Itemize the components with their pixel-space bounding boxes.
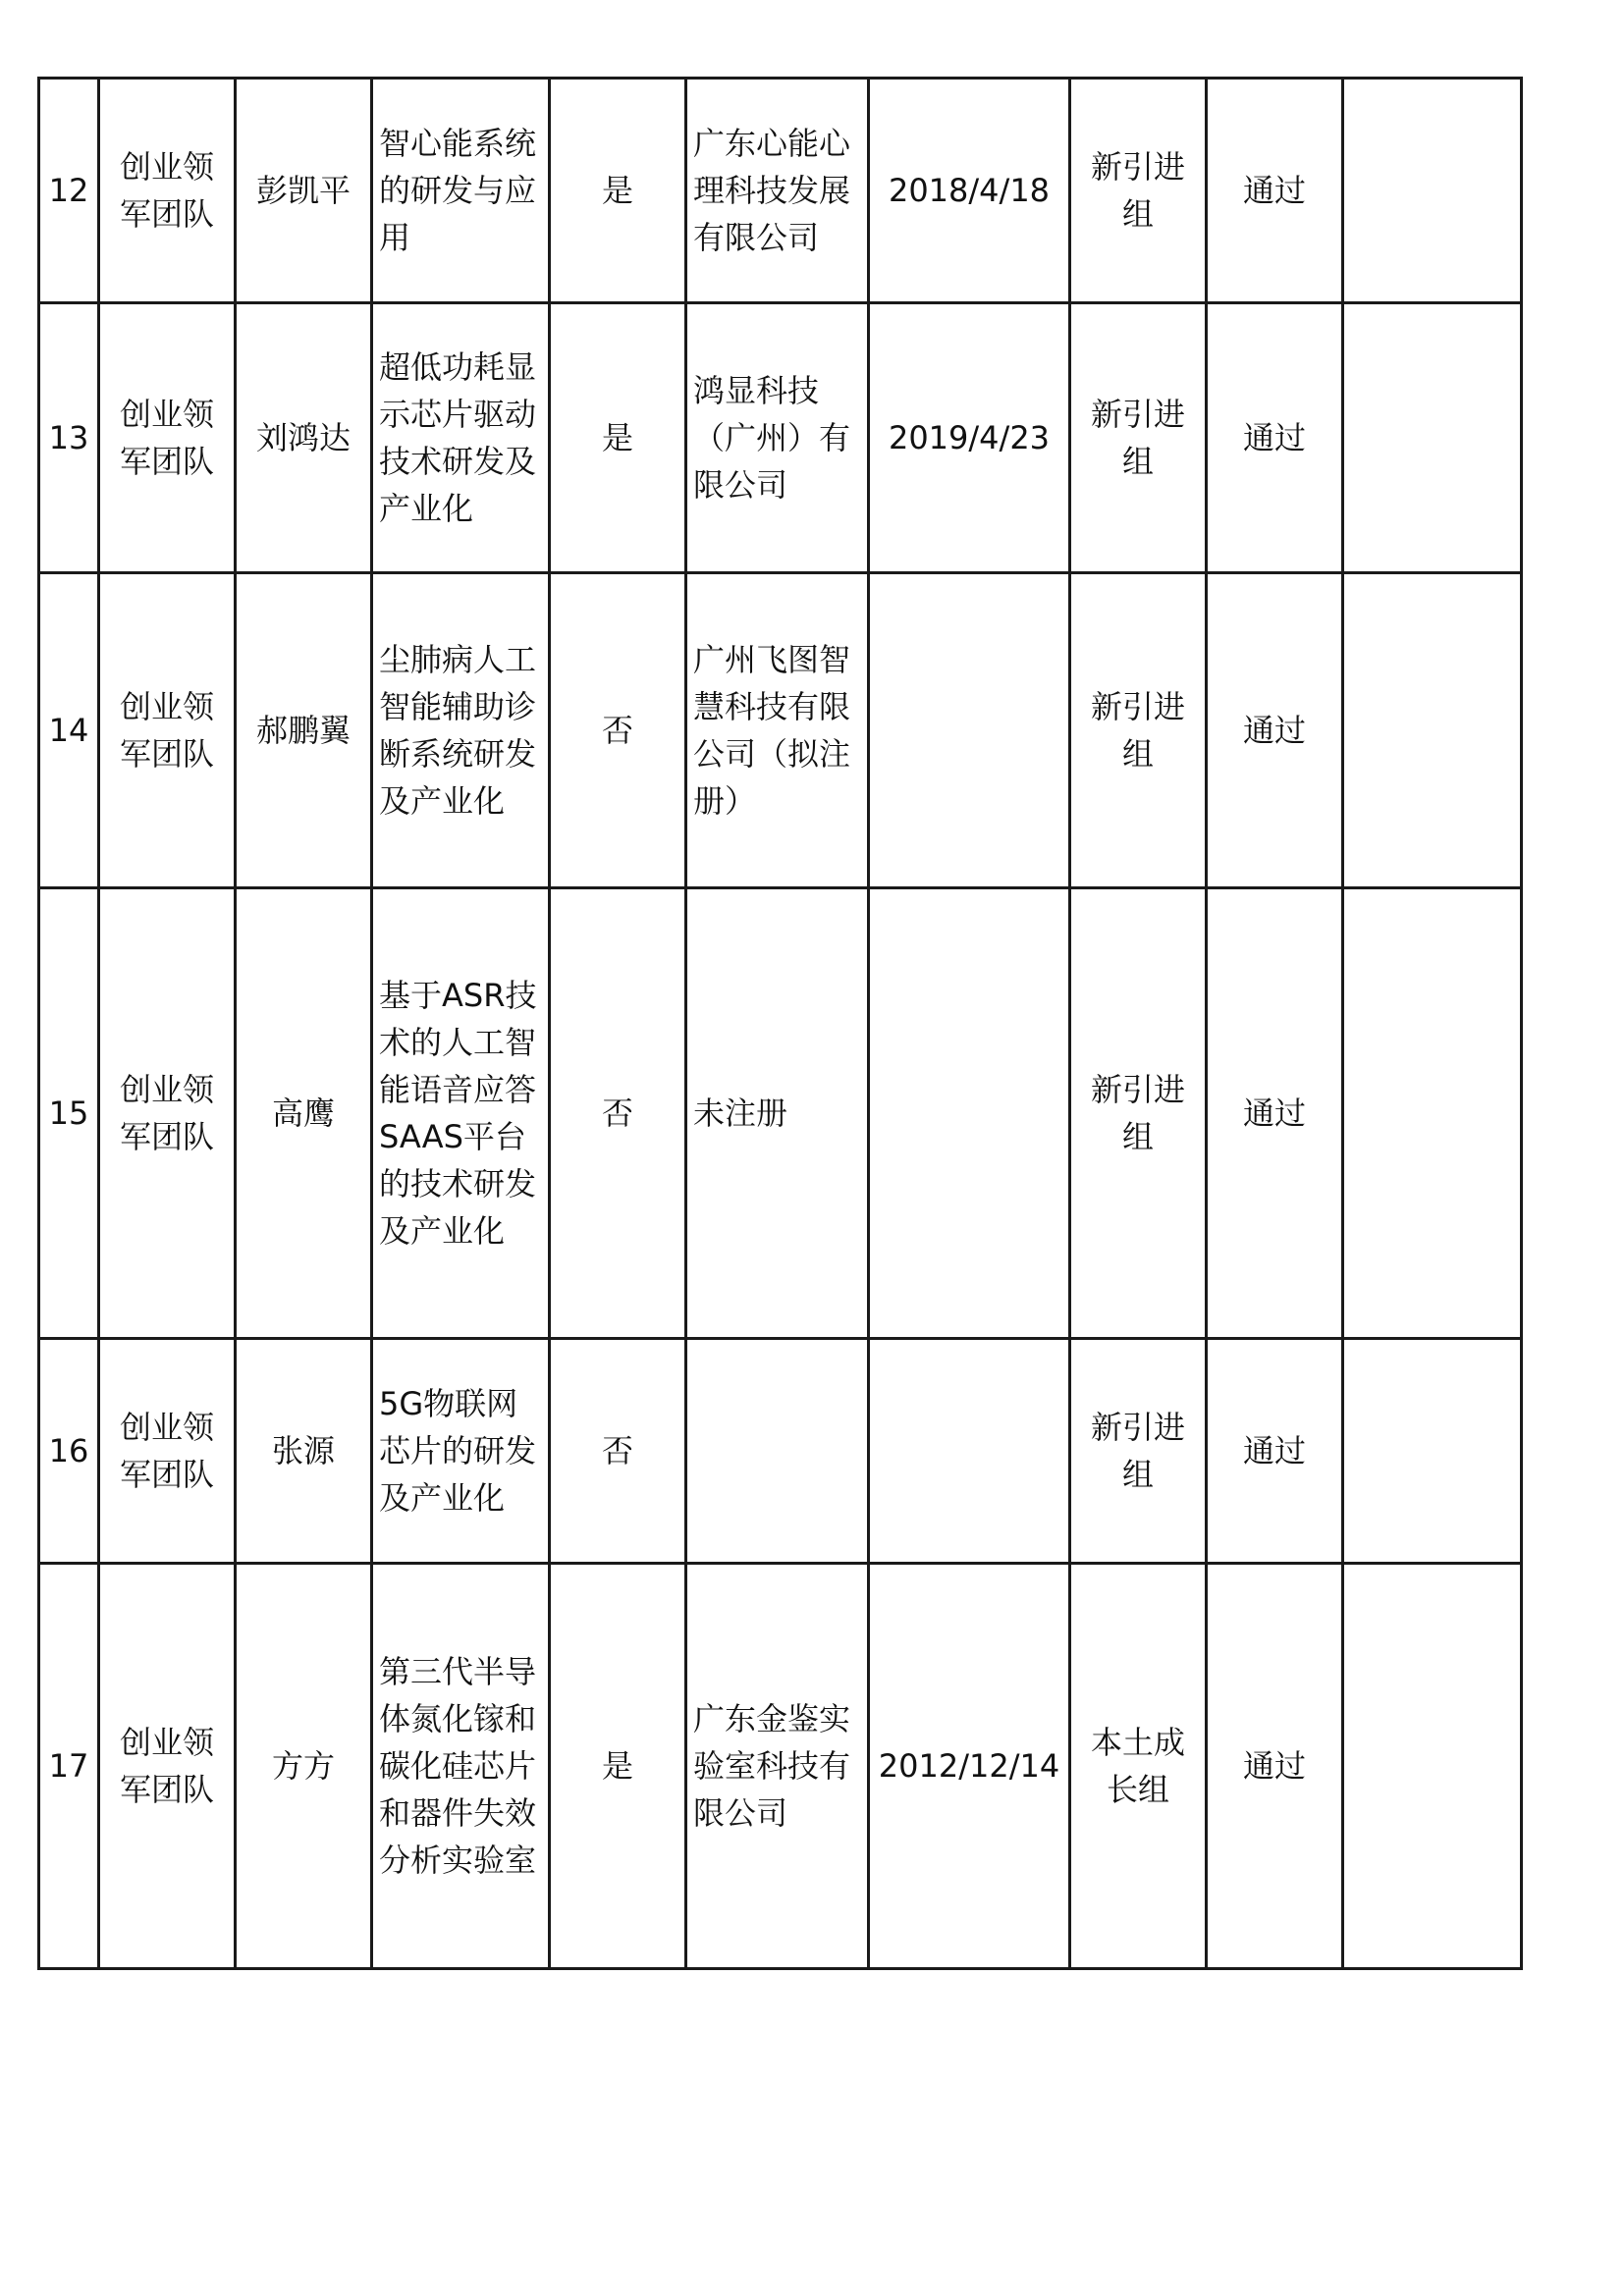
note-cell (1343, 573, 1522, 888)
registration-date-cell: 2018/4/18 (869, 79, 1070, 303)
leader-name-cell: 方方 (236, 1564, 372, 1969)
table-row (39, 888, 1522, 1339)
result-cell: 通过 (1207, 573, 1343, 888)
group-cell: 新引进组 (1070, 1339, 1207, 1564)
table-row (39, 303, 1522, 573)
company-cell: 未注册 (686, 888, 869, 1339)
category-cell: 创业领军团队 (99, 888, 236, 1339)
registered-cell: 是 (550, 1564, 686, 1969)
category-cell: 创业领军团队 (99, 303, 236, 573)
group-cell: 本土成长组 (1070, 1564, 1207, 1969)
group-cell: 新引进组 (1070, 79, 1207, 303)
group-cell: 新引进组 (1070, 888, 1207, 1339)
note-cell (1343, 79, 1522, 303)
row-number: 17 (39, 1564, 99, 1969)
project-name-cell: 智心能系统的研发与应用 (372, 79, 550, 303)
row-number: 15 (39, 888, 99, 1339)
note-cell (1343, 303, 1522, 573)
registration-date-cell (869, 888, 1070, 1339)
result-cell: 通过 (1207, 1564, 1343, 1969)
group-cell: 新引进组 (1070, 303, 1207, 573)
registered-cell: 否 (550, 888, 686, 1339)
company-cell: 广东心能心理科技发展有限公司 (686, 79, 869, 303)
note-cell (1343, 888, 1522, 1339)
row-number: 14 (39, 573, 99, 888)
project-name-cell: 5G物联网芯片的研发及产业化 (372, 1339, 550, 1564)
group-cell: 新引进组 (1070, 573, 1207, 888)
project-name-cell: 基于ASR技术的人工智能语音应答SAAS平台的技术研发及产业化 (372, 888, 550, 1339)
note-cell (1343, 1339, 1522, 1564)
category-cell: 创业领军团队 (99, 573, 236, 888)
registered-cell: 否 (550, 1339, 686, 1564)
category-cell: 创业领军团队 (99, 1339, 236, 1564)
leader-name-cell: 郝鹏翼 (236, 573, 372, 888)
registered-cell: 是 (550, 303, 686, 573)
project-name-cell: 第三代半导体氮化镓和碳化硅芯片和器件失效分析实验室 (372, 1564, 550, 1969)
result-cell: 通过 (1207, 79, 1343, 303)
project-name-cell: 尘肺病人工智能辅助诊断系统研发及产业化 (372, 573, 550, 888)
company-cell: 鸿显科技（广州）有限公司 (686, 303, 869, 573)
category-cell: 创业领军团队 (99, 79, 236, 303)
talent-project-table (37, 77, 1523, 1970)
registered-cell: 否 (550, 573, 686, 888)
registration-date-cell: 2019/4/23 (869, 303, 1070, 573)
company-cell: 广东金鉴实验室科技有限公司 (686, 1564, 869, 1969)
registration-date-cell (869, 1339, 1070, 1564)
leader-name-cell: 张源 (236, 1339, 372, 1564)
row-number: 16 (39, 1339, 99, 1564)
result-cell: 通过 (1207, 303, 1343, 573)
project-name-cell: 超低功耗显示芯片驱动技术研发及产业化 (372, 303, 550, 573)
leader-name-cell: 高鹰 (236, 888, 372, 1339)
table-row (39, 573, 1522, 888)
table-row (39, 79, 1522, 303)
row-number: 13 (39, 303, 99, 573)
table-row (39, 1564, 1522, 1969)
registered-cell: 是 (550, 79, 686, 303)
registration-date-cell (869, 573, 1070, 888)
company-cell: 广州飞图智慧科技有限公司（拟注册） (686, 573, 869, 888)
result-cell: 通过 (1207, 888, 1343, 1339)
registration-date-cell: 2012/12/14 (869, 1564, 1070, 1969)
result-cell: 通过 (1207, 1339, 1343, 1564)
leader-name-cell: 彭凯平 (236, 79, 372, 303)
note-cell (1343, 1564, 1522, 1969)
row-number: 12 (39, 79, 99, 303)
leader-name-cell: 刘鸿达 (236, 303, 372, 573)
company-cell (686, 1339, 869, 1564)
table-row (39, 1339, 1522, 1564)
category-cell: 创业领军团队 (99, 1564, 236, 1969)
